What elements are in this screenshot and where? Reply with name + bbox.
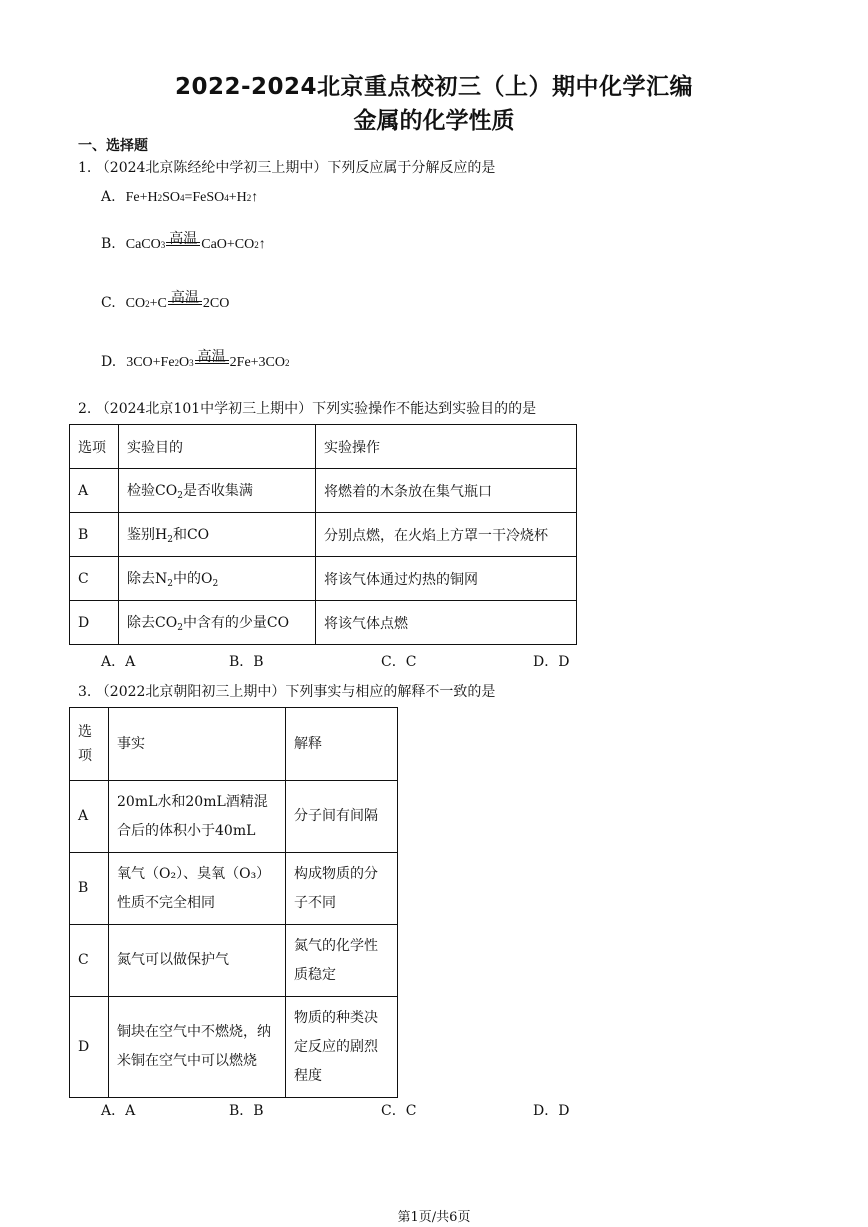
table-cell: C [70, 925, 109, 997]
answer-option: A．A [101, 1103, 136, 1119]
table-cell: 鉴别$H_2$和CO [119, 513, 316, 557]
table-cell: A [70, 781, 109, 853]
table-cell: 除去$CO_2$中含有的少量CO [119, 601, 316, 645]
question-3-stem: 3. （2022北京朝阳初三上期中）下列事实与相应的解释不一致的是 [78, 684, 496, 700]
table-row [70, 781, 398, 853]
table-cell: 氮气的化学性质稳定 [286, 925, 398, 997]
table-header: 实验操作 [316, 425, 577, 469]
table-cell: 检验$CO_2$是否收集满 [119, 469, 316, 513]
option-label: D. [101, 354, 117, 370]
table-cell: 物质的种类决定反应的剧烈程度 [286, 997, 398, 1098]
answer-option: A．A [101, 654, 136, 670]
table-row [70, 513, 577, 557]
q2-answer-options [101, 651, 569, 671]
table-cell: D [70, 601, 119, 645]
answer-option: B．B [229, 1103, 264, 1119]
table-row [70, 601, 577, 645]
table-cell: 铜块在空气中不燃烧，纳米铜在空气中可以燃烧 [109, 997, 286, 1098]
answer-option: C．C [381, 654, 417, 670]
table-cell: B [70, 513, 119, 557]
table-header-row [70, 425, 577, 469]
equation: 3CO+Fe 2 O 3 高温 2Fe+3CO 2 [126, 349, 290, 370]
answer-option: C．C [381, 1103, 417, 1119]
table-header: 选项 [70, 708, 109, 781]
table-header: 实验目的 [119, 425, 316, 469]
option-label: A. [101, 189, 116, 205]
table-cell: 分子间有间隔 [286, 781, 398, 853]
table-cell: 20mL水和20mL酒精混合后的体积小于40mL [109, 781, 286, 853]
q1-option-d [101, 349, 290, 371]
option-label: C. [101, 295, 116, 311]
table-cell: 除去$N_2$中的$O_2$ [119, 557, 316, 601]
question-2-table [69, 424, 577, 645]
equation: CaCO 3 高温 CaO+CO 2 ↑ [125, 231, 266, 252]
page-title: 2022-2024北京重点校初三（上）期中化学汇编 [174, 74, 694, 100]
table-cell: B [70, 853, 109, 925]
question-3-table [69, 707, 398, 1098]
page-number: 第1页/共6页 [397, 1210, 471, 1225]
table-cell: 将燃着的木条放在集气瓶口 [316, 469, 577, 513]
table-cell: 将该气体通过灼热的铜网 [316, 557, 577, 601]
page-subtitle: 金属的化学性质 [353, 108, 515, 134]
table-row [70, 925, 398, 997]
question-2-stem: 2. （2024北京101中学初三上期中）下列实验操作不能达到实验目的的是 [78, 401, 537, 417]
equation: CO 2 +C 高温 2CO [125, 290, 230, 311]
answer-option: D．D [533, 654, 570, 670]
table-row [70, 469, 577, 513]
table-row [70, 557, 577, 601]
table-cell: 氧气（O₂）、臭氧（O₃）性质不完全相同 [109, 853, 286, 925]
q1-option-c [101, 290, 230, 312]
table-header: 事实 [109, 708, 286, 781]
table-row [70, 997, 398, 1098]
option-label: B. [101, 236, 116, 252]
table-cell: 氮气可以做保护气 [109, 925, 286, 997]
table-header: 解释 [286, 708, 398, 781]
table-row [70, 853, 398, 925]
q1-option-b [101, 231, 266, 253]
question-1-stem: 1. （2024北京陈经纶中学初三上期中）下列反应属于分解反应的是 [78, 160, 496, 176]
q3-answer-options [101, 1100, 569, 1120]
equation: Fe+H 2 SO 4 =FeSO 4 +H 2 ↑ [125, 190, 259, 205]
table-cell: D [70, 997, 109, 1098]
table-cell: 构成物质的分子不同 [286, 853, 398, 925]
section-heading: 一、选择题 [78, 138, 148, 154]
table-cell: C [70, 557, 119, 601]
answer-option: B．B [229, 654, 264, 670]
q1-option-a [101, 189, 258, 206]
table-cell: A [70, 469, 119, 513]
answer-option: D．D [533, 1103, 570, 1119]
table-cell: 将该气体点燃 [316, 601, 577, 645]
table-header-row [70, 708, 398, 781]
table-header: 选项 [70, 425, 119, 469]
table-cell: 分别点燃，在火焰上方罩一干冷烧杯 [316, 513, 577, 557]
